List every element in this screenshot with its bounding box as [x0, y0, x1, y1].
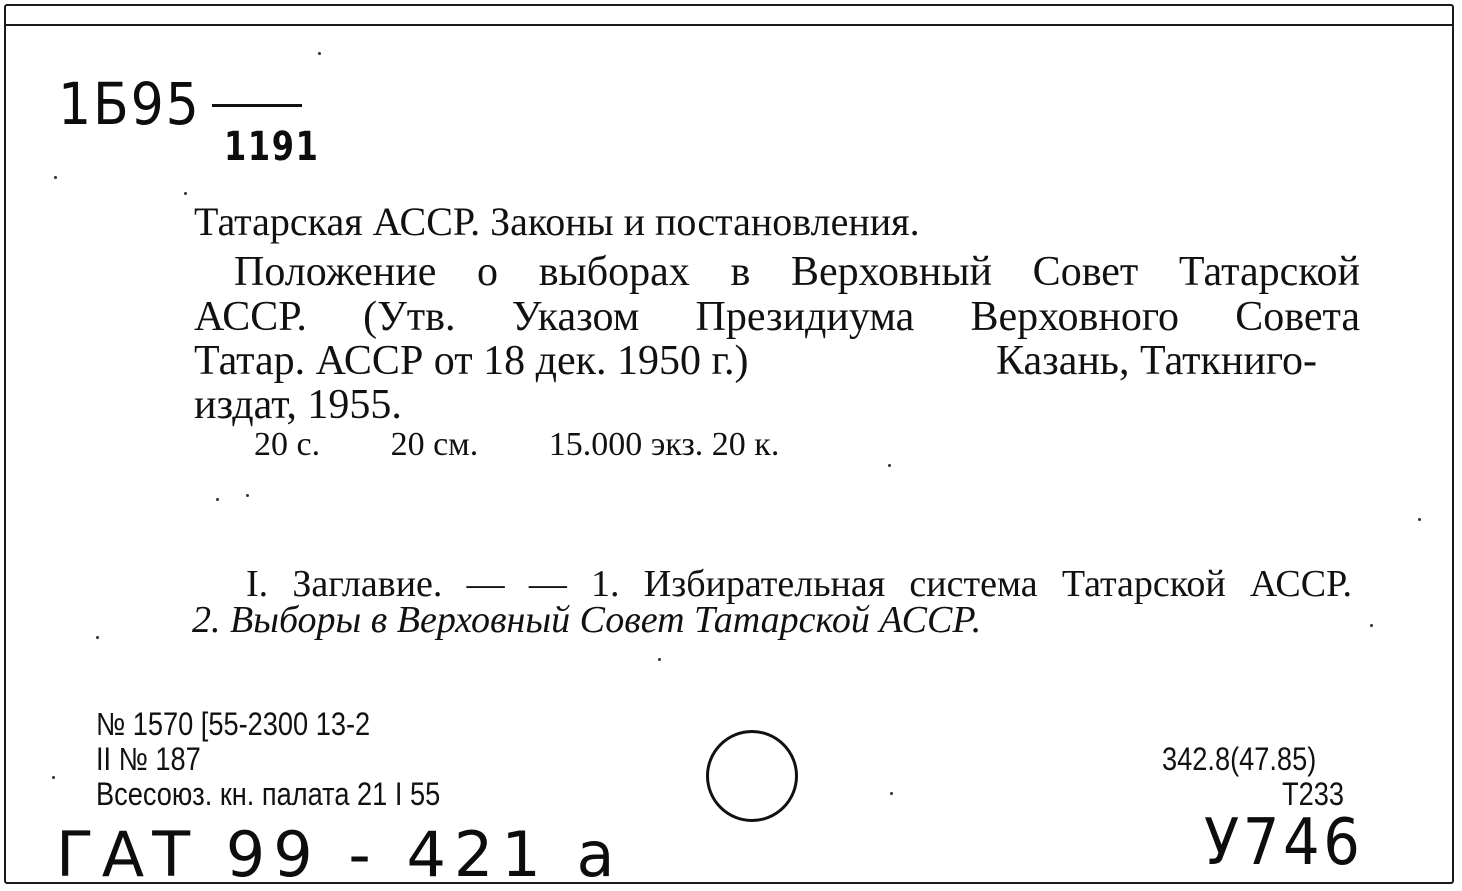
shelf-mark-bottom: 1191 [224, 124, 320, 170]
title-line-1: Положение о выборах в Верховный Совет Татарской [234, 249, 1360, 295]
speck [318, 52, 321, 55]
card-hole [706, 730, 798, 822]
inventory-number: У746 [1204, 806, 1364, 880]
speck [246, 494, 249, 497]
collation [254, 426, 841, 464]
collation-print-run-price: 15.000 экз. 20 к. [548, 426, 780, 463]
speck [52, 776, 55, 779]
shelf-mark-divider [212, 104, 302, 107]
tracing-line-1: I. Заглавие. — — 1. Избирательная система Татарской АССР. [246, 563, 1352, 605]
book-chamber-imprint: Всесоюз. кн. палата 21 I 55 [96, 776, 441, 812]
entry-heading: Татарская АССР. Законы и постановления. [194, 199, 920, 244]
speck [888, 464, 891, 467]
speck [658, 658, 661, 661]
imprint-publisher-year: издат, 1955. [194, 382, 402, 428]
shelf-mark-top: 1Б95 [58, 70, 201, 138]
archive-number: ГАТ 99 - 421 а [56, 818, 623, 891]
collation-size: 20 см. [390, 426, 479, 463]
speck [1418, 518, 1421, 521]
title-line-3: Татар. АССР от 18 дек. 1950 г.) [194, 338, 749, 384]
speck [890, 792, 893, 795]
author-mark: Т233 [1282, 776, 1344, 812]
collation-pages: 20 с. [254, 426, 321, 463]
series-number: II № 187 [96, 741, 201, 777]
classification-index: 342.8(47.85) [1162, 741, 1317, 777]
speck [216, 498, 219, 501]
card-number: № 1570 [55-2300 13-2 [96, 706, 371, 742]
title-line-2: АССР. (Утв. Указом Президиума Верховного Совета [194, 294, 1360, 340]
catalog-card [4, 4, 1454, 891]
speck [1370, 624, 1373, 627]
speck [184, 192, 187, 195]
imprint-place: Казань, Таткниго- [996, 338, 1318, 384]
speck [96, 636, 99, 639]
tracing-line-2: 2. Выборы в Верховный Совет Татарской АССР. [192, 599, 982, 641]
speck [54, 176, 57, 179]
